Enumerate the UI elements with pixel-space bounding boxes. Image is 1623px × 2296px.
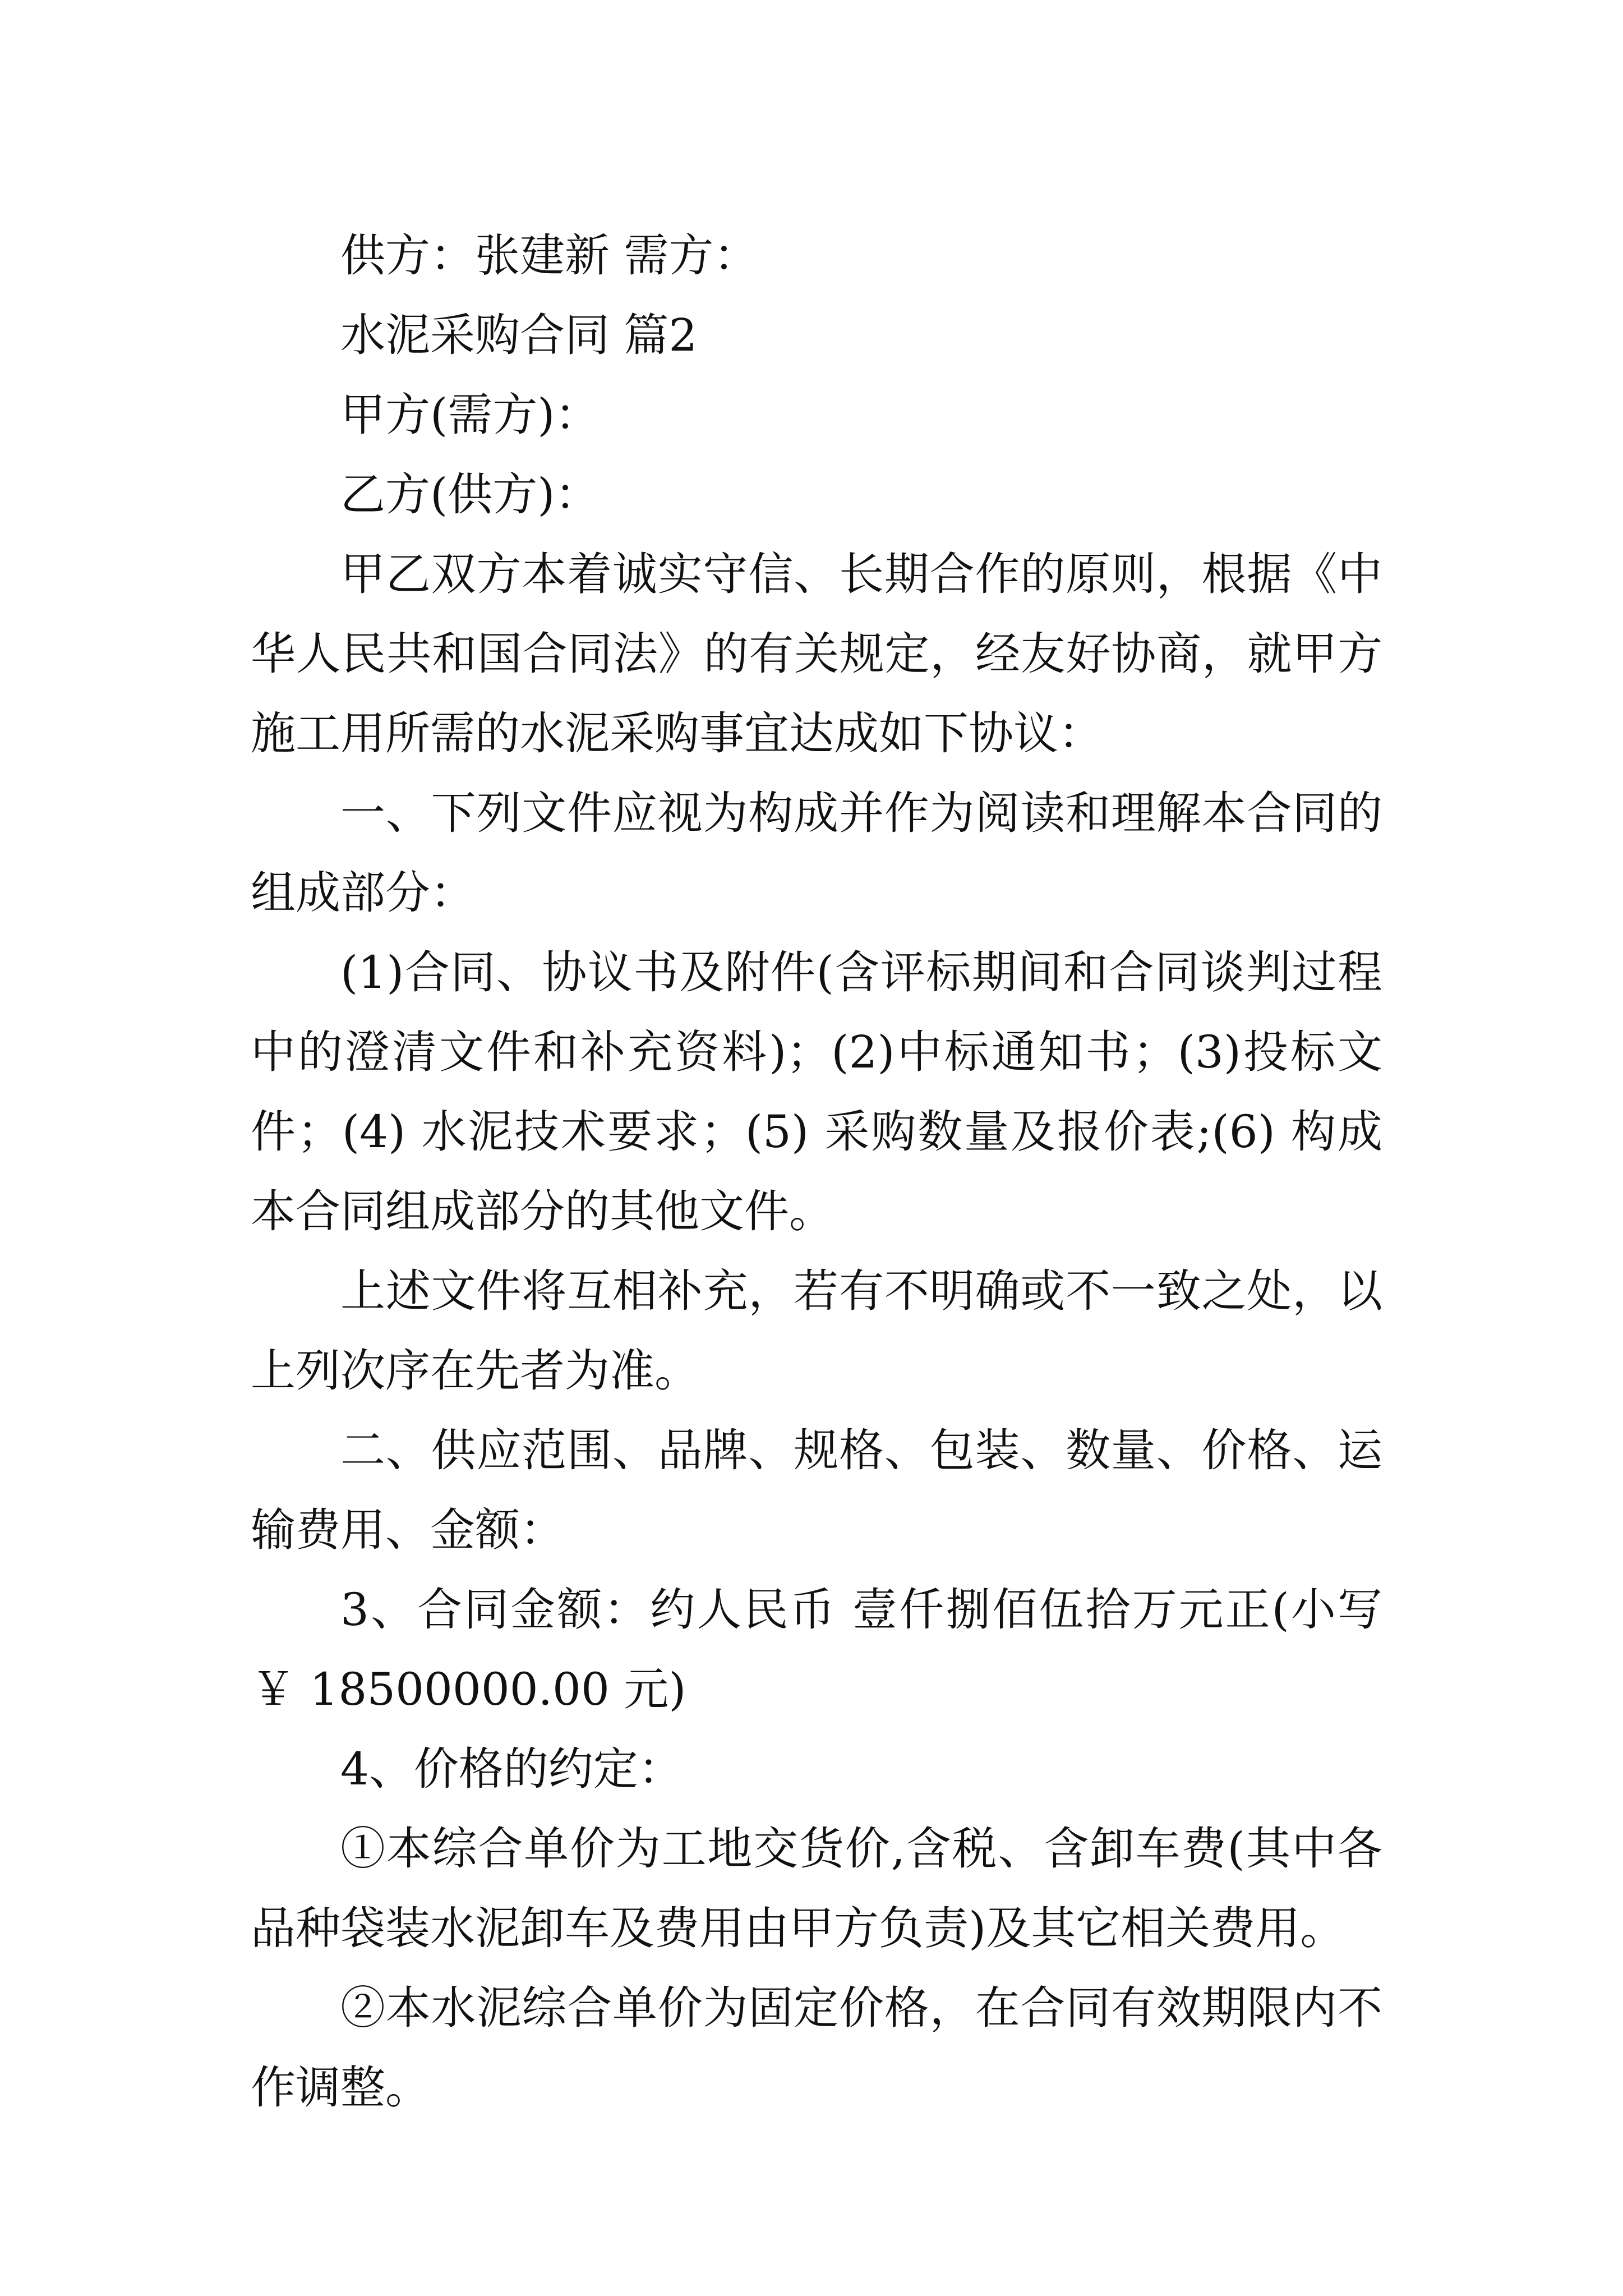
- party-b-line: 乙方(供方)：: [340, 468, 600, 521]
- price-clause-1: ①本综合单价为工地交货价,含税、含卸车费(其中各品种袋装水泥卸车及费用由甲方负责)及其它相关费用。: [251, 1823, 1382, 1954]
- contract-title: 水泥采购合同 篇2: [340, 309, 698, 361]
- precedence-paragraph: 上述文件将互相补充，若有不明确或不一致之处，以上列次序在先者为准。: [251, 1265, 1382, 1397]
- document-body: [251, 216, 1382, 2128]
- party-a-line: 甲方(需方)：: [340, 389, 600, 441]
- preamble-paragraph: 甲乙双方本着诚实守信、长期合作的原则，根据《中华人民共和国合同法》的有关规定，经友好协商，就甲方施工用所需的水泥采购事宜达成如下协议：: [251, 548, 1382, 760]
- contract-documents-list: (1)合同、协议书及附件(含评标期间和合同谈判过程中的澄清文件和补充资料)；(2)中标通知书；(3)投标文件；(4) 水泥技术要求；(5) 采购数量及报价表;(6) 构成本合同组成部分的其他文件。: [251, 946, 1382, 1237]
- price-clause-2: ②本水泥综合单价为固定价格，在合同有效期限内不作调整。: [251, 1982, 1382, 2114]
- section-two-heading: 二、供应范围、品牌、规格、包装、数量、价格、运输费用、金额：: [251, 1424, 1382, 1556]
- supplier-demander-signature-line: 供方：张建新 需方：: [340, 229, 759, 282]
- section-one-heading: 一、下列文件应视为构成并作为阅读和理解本合同的组成部分：: [251, 787, 1382, 919]
- contract-amount-paragraph: 3、合同金额：约人民币 壹仟捌佰伍拾万元正(小写￥ 18500000.00 元): [251, 1584, 1382, 1715]
- price-agreement-heading: 4、价格的约定：: [340, 1743, 683, 1795]
